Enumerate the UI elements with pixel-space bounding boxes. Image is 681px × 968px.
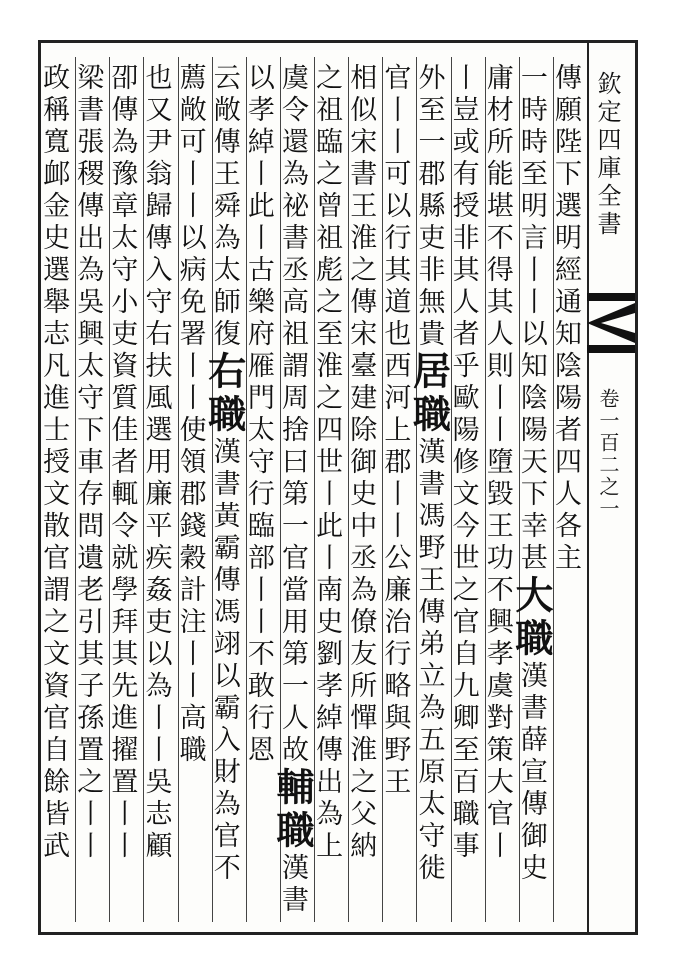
text-columns bbox=[38, 43, 587, 932]
book-title: 欽定四庫全書 bbox=[593, 71, 621, 239]
header-strip bbox=[587, 43, 635, 932]
text-column-16 bbox=[38, 57, 75, 922]
column-text: 官丨丨可以行其道也西河上郡丨丨公廉治行略與野王 bbox=[379, 63, 411, 799]
column-text: 虞令還為祕書丞高祖謂周捨曰第一官當用第一人故輔職漢書 bbox=[270, 63, 315, 917]
column-text: 傳願陛下選明經通知陰陽者四人各主 bbox=[550, 63, 581, 575]
text-column-11 bbox=[201, 57, 247, 922]
column-text: 以孝綽丨此丨古樂府雁門太守行臨部丨丨不敢行恩 bbox=[242, 63, 274, 767]
text-column-2 bbox=[508, 57, 554, 922]
text-column-5 bbox=[406, 57, 452, 922]
text-column-10 bbox=[242, 57, 280, 922]
text-column-6 bbox=[379, 57, 416, 922]
text-column-12 bbox=[174, 57, 212, 922]
page-frame bbox=[38, 40, 638, 935]
column-text: 薦敞可丨丨以病免署丨丨使領郡錢穀計注丨丨高職 bbox=[174, 63, 206, 767]
fish-tail-mark-icon bbox=[587, 293, 635, 353]
column-text: 一時時至明言丨丨以知陰陽天下幸甚大職漢書薛宣傳御史 bbox=[508, 63, 554, 885]
text-column-8 bbox=[311, 57, 348, 922]
text-column-3 bbox=[481, 57, 519, 922]
column-text: 之祖臨之曾祖彪之至淮之四世丨此丨南史劉孝綽傳出為上 bbox=[311, 63, 343, 863]
text-column-1 bbox=[550, 57, 587, 922]
column-text: 丨豈或有授非其人者乎歐陽修文今世之官自九卿至百職事 bbox=[447, 63, 479, 863]
column-text: 梁書張稷傳出為吳興太守下車存問遺老引其子孫置之丨丨 bbox=[72, 63, 104, 863]
text-column-15 bbox=[72, 57, 109, 922]
text-column-7 bbox=[345, 57, 382, 922]
column-text: 云敞傳王舜為太師復右職漢書黃霸傳馮翊以霸入財為官不 bbox=[201, 63, 247, 885]
column-text: 庸材所能堪不得其人則丨丨墮毀王功不興孝虞對策大官丨 bbox=[481, 63, 513, 863]
column-text: 相似宋書王淮之傳宋臺建除御史中丞為僚友所憚淮之父納 bbox=[345, 63, 377, 863]
text-column-13 bbox=[140, 57, 177, 922]
column-text: 也又尹翁歸傳入守右扶風選用廉平疾姦吏以為丨丨吳志顧 bbox=[140, 63, 172, 863]
text-column-9 bbox=[270, 57, 315, 922]
column-text: 政稱寬䘏金史選舉志凡進士授文散官謂之文資官自餘皆武 bbox=[38, 63, 70, 863]
text-column-14 bbox=[106, 57, 143, 922]
column-text: 外至一郡縣吏非無貴居職漢書馮野王傳弟立為五原太守徙 bbox=[406, 63, 452, 885]
column-text: 卲傳為豫章太守小吏資質佳者輒令就學拜其先進擢置丨丨 bbox=[106, 63, 138, 863]
text-column-4 bbox=[447, 57, 485, 922]
volume-label: 卷一百二之一 bbox=[596, 388, 620, 520]
